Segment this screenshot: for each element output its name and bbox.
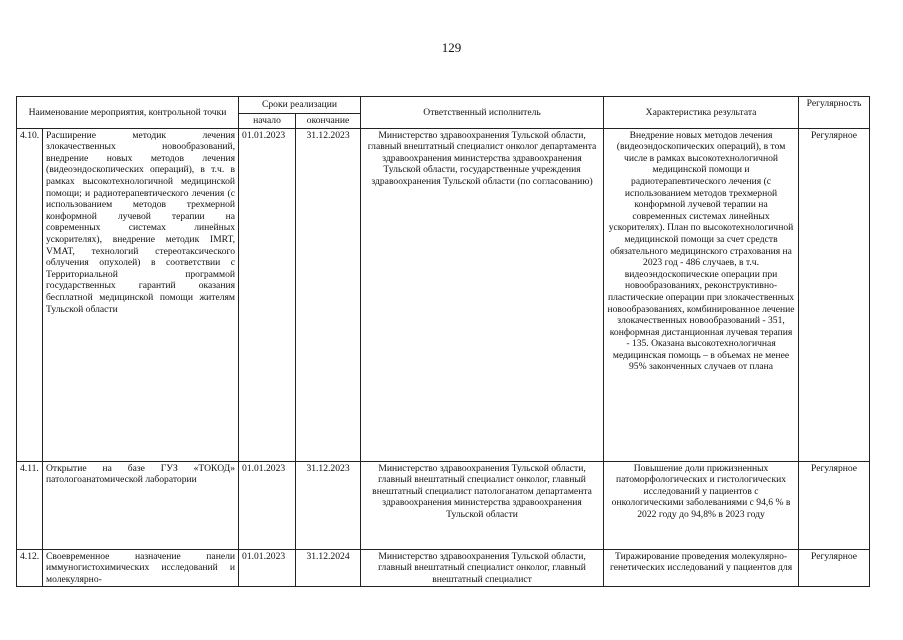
header-end: окончание [296, 114, 361, 129]
row-end-date: 31.12.2023 [296, 128, 361, 461]
row-executor: Министерство здравоохранения Тульской области, главный внештатный специалист онколог департамента здравоохранения министерства здравоохранения Тульской области, государственные учреждения здравоохранения Тульской области (по согласованию) [361, 128, 604, 461]
page-number: 129 [441, 40, 462, 55]
row-end-date: 31.12.2023 [296, 461, 361, 549]
row-regularity: Регулярное [799, 461, 870, 549]
row-start-date: 01.01.2023 [239, 461, 296, 549]
row-result: Внедрение новых методов лечения (видеоэндоскопических операций), в том числе в рамках высокотехнологичной медицинской помощи и радиотерапевтического лечения (с использованием методов трехмерной конформной лучевой терапии на современных системах линейных ускорителях). План по высокотехнологичной медицинской помощи за счет средств обязательного медицинского страхования на 2023 год - 486 случаев, в т.ч. видеоэндоскопические операции при новообразованиях, реконструктивно-пластические операции при злокачественных новообразованиях, комбинированное лечение злокачественных новообразований - 351, конформная дистанционная лучевая терапия - 135. Оказана высокотехнологичная медицинская помощь – в объемах не менее 95% законченных случаев от плана [604, 128, 799, 461]
row-executor: Министерство здравоохранения Тульской области, главный внештатный специалист онколог, главный внештатный специалист патологанатом департамента здравоохранения министерства здравоохранения Тульской области [361, 461, 604, 549]
row-number: 4.10. [17, 128, 43, 461]
header-executor: Ответственный исполнитель [361, 97, 604, 129]
row-name: Открытие на базе ГУЗ «ТОКОД» патологоанатомической лаборатории [43, 461, 239, 549]
row-result: Повышение доли прижизненных патоморфологических и гистологических исследований у пациентов с онкологическими заболеваниями с 94,6 % в 2022 году до 94,8% в 2023 году [604, 461, 799, 549]
row-result: Тиражирование проведения молекулярно-генетических исследований у пациентов для [604, 549, 799, 587]
row-executor: Министерство здравоохранения Тульской области, главный внештатный специалист онколог, главный внештатный специалист [361, 549, 604, 587]
header-result: Характеристика результата [604, 97, 799, 129]
row-start-date: 01.01.2023 [239, 549, 296, 587]
row-end-date: 31.12.2024 [296, 549, 361, 587]
header-name: Наименование мероприятия, контрольной точки [17, 97, 239, 129]
row-number: 4.11. [17, 461, 43, 549]
row-name: Своевременное назначение панели иммуногистохимических исследований и молекулярно- [43, 549, 239, 587]
table-row [17, 128, 870, 461]
header-regularity: Регулярность [799, 97, 870, 129]
header-start: начало [239, 114, 296, 129]
table-row [17, 461, 870, 549]
row-number: 4.12. [17, 549, 43, 587]
row-start-date: 01.01.2023 [239, 128, 296, 461]
row-regularity: Регулярное [799, 128, 870, 461]
header-deadlines: Сроки реализации [239, 97, 361, 114]
row-regularity: Регулярное [799, 549, 870, 587]
table-row [17, 549, 870, 587]
row-name: Расширение методик лечения злокачественных новообразований, внедрение новых методов лечения (видеоэндоскопических операций), в т.ч. в рамках высокотехнологичной медицинской помощи; и радиотерапевтического лечения (с использованием методов трехмерной конформной лучевой терапии на современных системах линейных ускорителях), внедрение методик IMRT, VMAT, технологий стереотаксического облучения опухолей) в соответствии с Территориальной программой государственных гарантий оказания бесплатной медицинской помощи жителям Тульской области [43, 128, 239, 461]
plan-table [16, 96, 870, 587]
